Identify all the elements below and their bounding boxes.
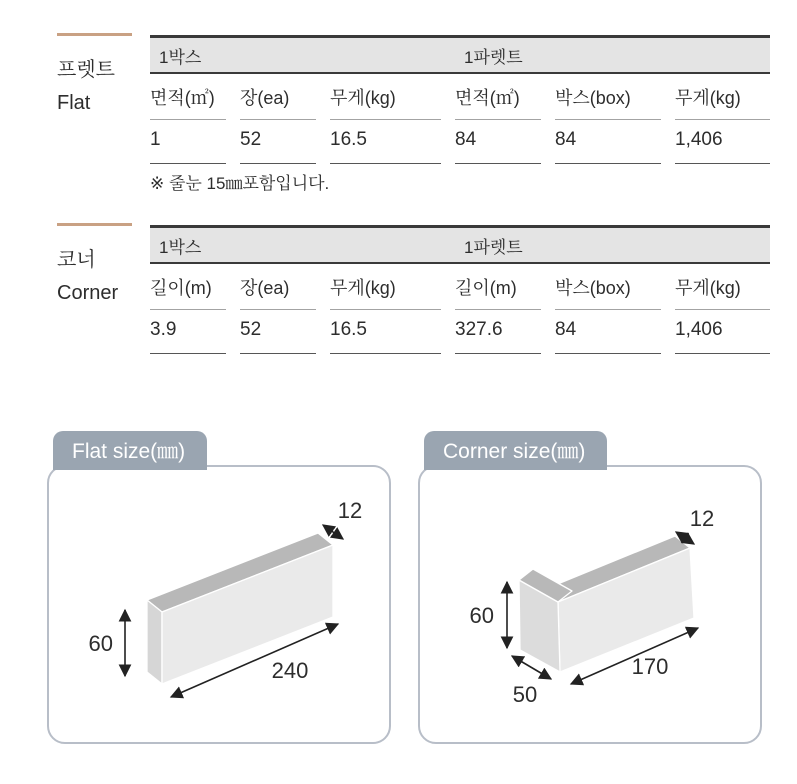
flat-label-korean: 프렛트 [57,59,115,81]
group-header-box: 1박스 [159,47,202,67]
corner-group-header-row [150,225,770,264]
table-value: 16.5 [330,310,441,354]
flat-value-row [150,120,770,164]
column-header: 무게(kg) [330,74,441,120]
return-dim-label: 50 [512,682,538,707]
column-header: 무게(kg) [675,74,770,120]
corner-label-english: Corner [57,282,119,304]
column-header: 면적(㎡) [150,74,226,120]
table-value: 1,406 [675,120,770,164]
flat-brick-side-face [147,600,162,684]
table-value: 1,406 [675,310,770,354]
flat-group-header-row [150,35,770,74]
table-value: 84 [455,120,541,164]
column-header: 길이(m) [150,264,226,310]
corner-spec-table [150,225,770,354]
length-dim-label: 240 [271,658,309,683]
flat-spec-table [150,35,770,164]
group-header-box: 1박스 [159,237,202,257]
column-header: 무게(kg) [675,264,770,310]
column-header: 장(ea) [240,74,316,120]
flat-brick-diagram [47,470,391,744]
corner-size-panel-title: Corner size(㎜) [424,431,607,470]
accent-rule [57,223,132,226]
corner-value-row [150,310,770,354]
column-header: 길이(m) [455,264,541,310]
group-header-pallet: 1파렛트 [464,237,523,257]
column-header: 면적(㎡) [455,74,541,120]
column-header: 장(ea) [240,264,316,310]
flat-table-note: ※ 줄눈 15㎜포함입니다. [150,174,330,193]
group-header-pallet: 1파렛트 [464,47,523,67]
table-value: 52 [240,310,316,354]
corner-label-korean: 코너 [57,249,96,271]
table-value: 3.9 [150,310,226,354]
table-value: 1 [150,120,226,164]
table-value: 327.6 [455,310,541,354]
thickness-dim-label: 12 [337,498,363,523]
column-header: 박스(box) [555,264,661,310]
table-value: 84 [555,310,661,354]
table-value: 16.5 [330,120,441,164]
thickness-dim-label: 12 [689,506,715,531]
corner-brick-diagram [418,470,762,744]
column-header: 무게(kg) [330,264,441,310]
flat-size-panel-title: Flat size(㎜) [53,431,207,470]
column-header: 박스(box) [555,74,661,120]
flat-section-label [57,33,149,120]
flat-label-english: Flat [57,92,91,114]
table-value: 84 [555,120,661,164]
table-value: 52 [240,120,316,164]
flat-column-header-row [150,74,770,120]
flat-size-panel [47,431,391,744]
corner-section-label [57,223,149,310]
length-dim-label: 170 [631,654,669,679]
height-dim-label: 60 [469,603,494,628]
corner-size-panel [418,431,762,744]
height-dim-label: 60 [88,631,113,656]
thickness-dim-arrow [323,525,343,539]
accent-rule [57,33,132,36]
corner-column-header-row [150,264,770,310]
